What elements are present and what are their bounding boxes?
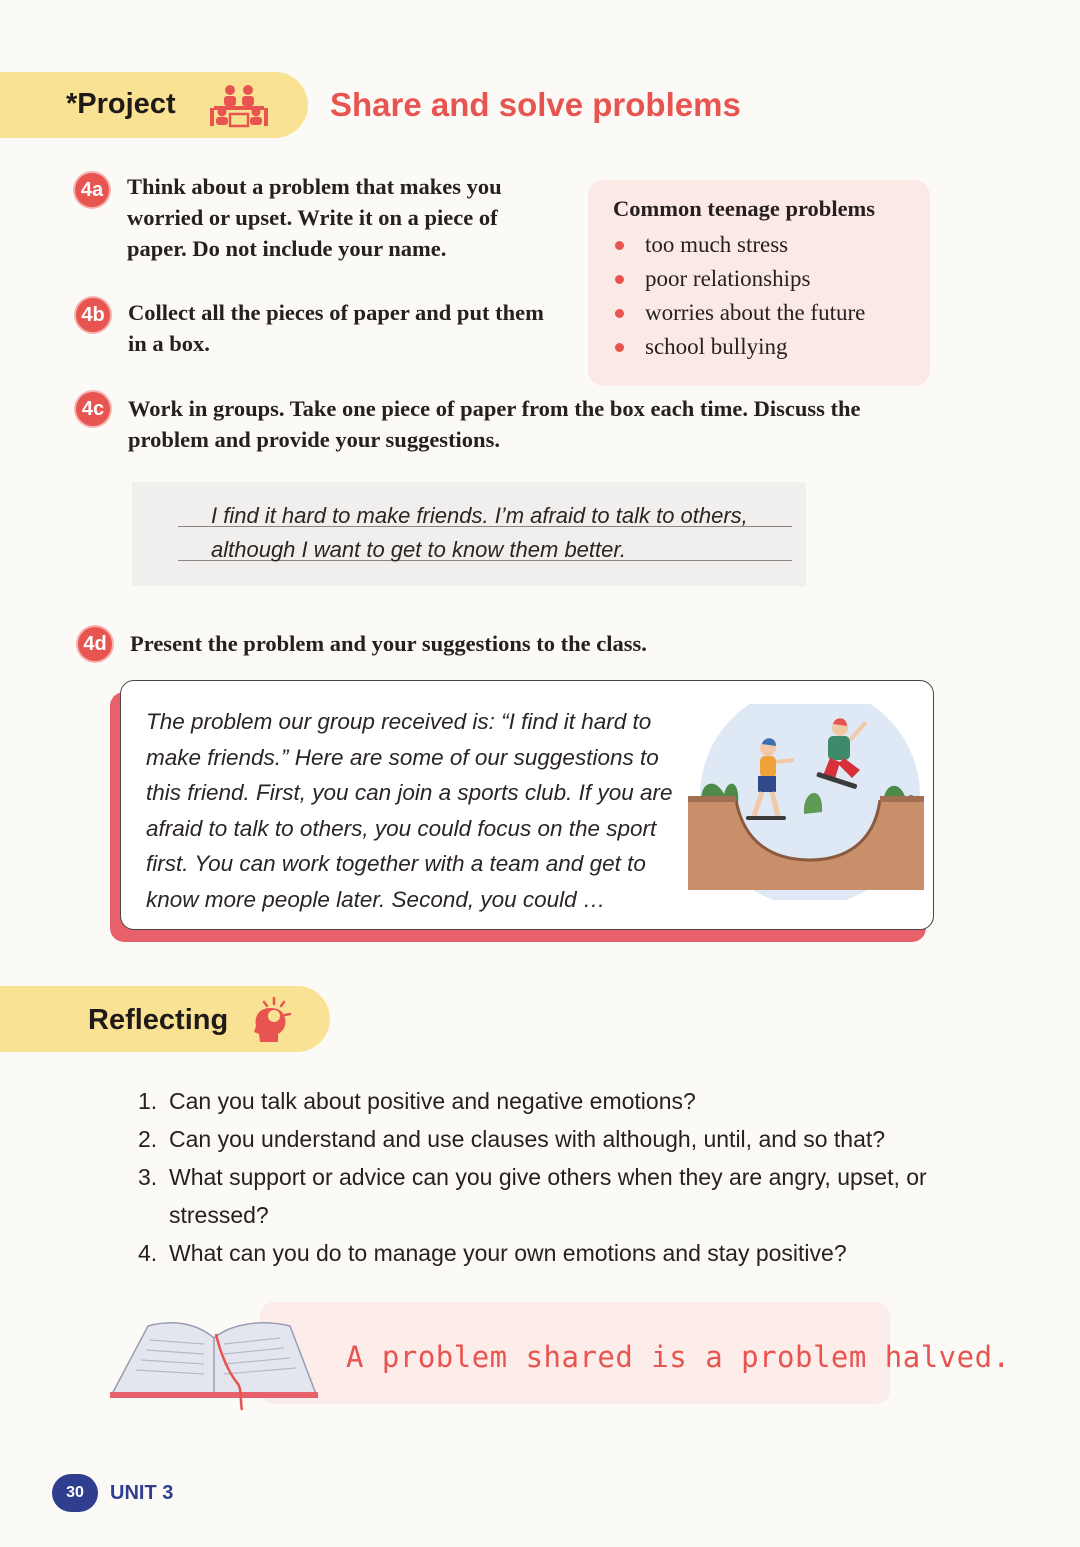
list-item-text: school bullying — [645, 334, 788, 359]
list-item — [138, 1234, 969, 1272]
example-quote-line-1: I find it hard to make friends. I’m afraid to talk to others, — [211, 503, 748, 528]
bullet-dot-icon — [615, 241, 624, 250]
task-badge-4c: 4c — [76, 392, 110, 426]
reflecting-label: Reflecting — [88, 1004, 229, 1036]
skateboarding-illustration — [684, 704, 928, 900]
list-item — [138, 1158, 969, 1234]
task-4b-text — [128, 297, 544, 359]
question-text: stressed? — [169, 1202, 269, 1228]
task-line: Present the problem and your suggestions to the class. — [130, 631, 647, 656]
project-label: *Project — [66, 88, 176, 120]
question-number: 2. — [138, 1126, 158, 1152]
list-item — [138, 1082, 969, 1120]
question-number: 1. — [138, 1088, 158, 1114]
task-badge-4b: 4b — [76, 298, 110, 332]
question-text: What can you do to manage your own emotions and stay positive? — [169, 1240, 847, 1266]
model-line: know more people later. Second, you could … — [146, 886, 606, 912]
question-number: 3. — [138, 1164, 158, 1190]
task-line: in a box. — [128, 331, 210, 356]
lightbulb-head-icon — [250, 994, 292, 1044]
proverb-text: A problem shared is a problem halved. — [346, 1340, 1011, 1374]
list-item — [138, 1120, 969, 1158]
list-item — [612, 262, 865, 296]
task-line: Collect all the pieces of paper and put them — [128, 300, 544, 325]
common-problems-list — [612, 228, 865, 364]
task-4a-text — [127, 171, 502, 264]
task-badge-4d: 4d — [78, 627, 112, 661]
question-text: Can you talk about positive and negative emotions? — [169, 1088, 696, 1114]
example-quote-line-2: although I want to get to know them better. — [211, 537, 626, 562]
group-work-icon — [208, 82, 270, 128]
model-line: afraid to talk to others, you could focus on the sport — [146, 815, 657, 841]
list-item-text: poor relationships — [645, 266, 811, 291]
question-text: Can you understand and use clauses with although, until, and so that? — [169, 1126, 886, 1152]
list-item-text: worries about the future — [645, 300, 866, 325]
model-presentation-text — [146, 704, 676, 917]
task-badge-4a: 4a — [75, 173, 109, 207]
common-problems-title: Common teenage problems — [613, 196, 876, 221]
bullet-dot-icon — [615, 309, 624, 318]
task-4c-text — [128, 393, 861, 455]
bullet-dot-icon — [615, 275, 624, 284]
reflecting-questions — [138, 1082, 969, 1272]
bullet-dot-icon — [615, 343, 624, 352]
task-line: paper. Do not include your name. — [127, 236, 447, 261]
model-line: The problem our group received is: “I find it hard to — [146, 709, 652, 734]
task-line: Think about a problem that makes you — [127, 174, 502, 199]
section-title: Share and solve problems — [330, 86, 741, 123]
task-line: Work in groups. Take one piece of paper from the box each time. Discuss the — [128, 396, 861, 421]
model-line: make friends.” Here are some of our suggestions to — [146, 744, 659, 770]
task-4d-text — [130, 628, 647, 659]
model-line: first. You can work together with a team and get to — [146, 851, 646, 876]
list-item — [612, 296, 865, 330]
list-item — [612, 228, 865, 262]
list-item-text: too much stress — [645, 232, 789, 257]
page-number: 30 — [52, 1474, 98, 1512]
task-line: worried or upset. Write it on a piece of — [127, 205, 498, 230]
model-line: this friend. First, you can join a sports club. If you are — [146, 780, 673, 805]
question-text: What support or advice can you give others when they are angry, upset, or — [169, 1164, 927, 1190]
task-line: problem and provide your suggestions. — [128, 427, 500, 452]
unit-label: UNIT 3 — [110, 1482, 174, 1504]
open-book-icon — [108, 1312, 320, 1412]
list-item — [612, 330, 865, 364]
question-number: 4. — [138, 1240, 158, 1266]
